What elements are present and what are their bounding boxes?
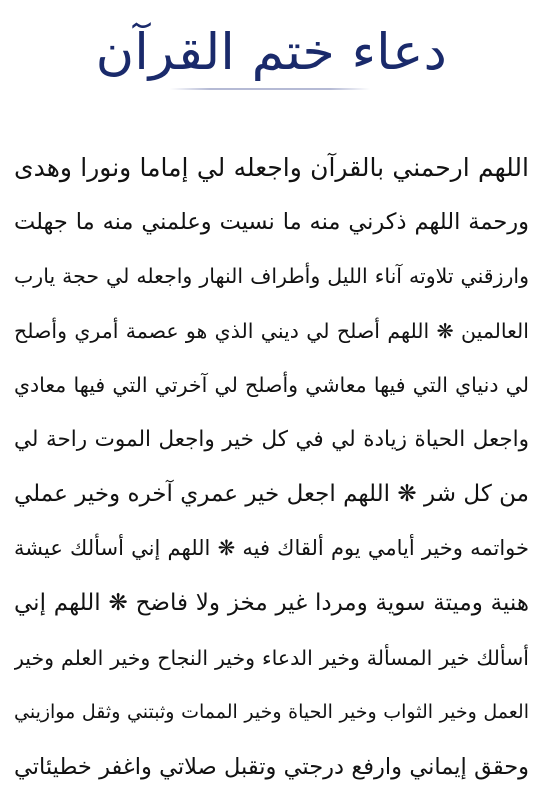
text-line-content: ورحمة اللهم ذكرني منه ما نسيت وعلمني منه ما جهلت xyxy=(14,208,529,235)
text-line xyxy=(14,304,529,359)
text-line-content: العالمين ❋ اللهم أصلح لي ديني الذي هو عصمة أمري وأصلح xyxy=(14,318,529,343)
text-line-content: العمل وخير الثواب وخير الحياة وخير الممات وثبتني وثقل موازيني xyxy=(14,700,529,723)
text-line xyxy=(14,522,529,577)
text-line xyxy=(14,740,529,795)
text-line-content: اللهم ارحمني بالقرآن واجعله لي إماما ونورا وهدى xyxy=(14,152,529,182)
text-line-content: من كل شر ❋ اللهم اجعل خير عمري آخره وخير عملي xyxy=(14,480,529,507)
text-line xyxy=(14,413,529,468)
text-line xyxy=(14,467,529,522)
text-line xyxy=(14,685,529,740)
text-line-content: وارزقني تلاوته آناء الليل وأطراف النهار واجعله لي حجة يارب xyxy=(14,264,529,288)
text-line xyxy=(14,249,529,304)
text-line xyxy=(14,140,529,195)
text-line-content: هنية وميتة سوية ومردا غير مخز ولا فاضح ❋ اللهم إني xyxy=(14,589,529,616)
page-title: دعاء ختم القرآن xyxy=(95,23,448,81)
title-ornament xyxy=(170,88,370,90)
text-line xyxy=(14,358,529,413)
text-line-content: لي دنياي التي فيها معاشي وأصلح لي آخرتي التي فيها معادي xyxy=(14,373,529,397)
text-line-content: خواتمه وخير أيامي يوم ألقاك فيه ❋ اللهم إني أسألك عيشة xyxy=(14,536,529,561)
text-line xyxy=(14,576,529,631)
text-line xyxy=(14,631,529,686)
text-line-content: وحقق إيماني وارفع درجتي وتقبل صلاتي واغفر خطيئاتي xyxy=(14,753,529,780)
text-line-content: واجعل الحياة زيادة لي في كل خير واجعل الموت راحة لي xyxy=(14,427,529,452)
title-block xyxy=(0,4,543,100)
text-line-content: أسألك خير المسألة وخير الدعاء وخير النجاح وخير العلم وخير xyxy=(14,645,529,670)
text-line xyxy=(14,195,529,250)
prayer-text xyxy=(14,140,529,794)
